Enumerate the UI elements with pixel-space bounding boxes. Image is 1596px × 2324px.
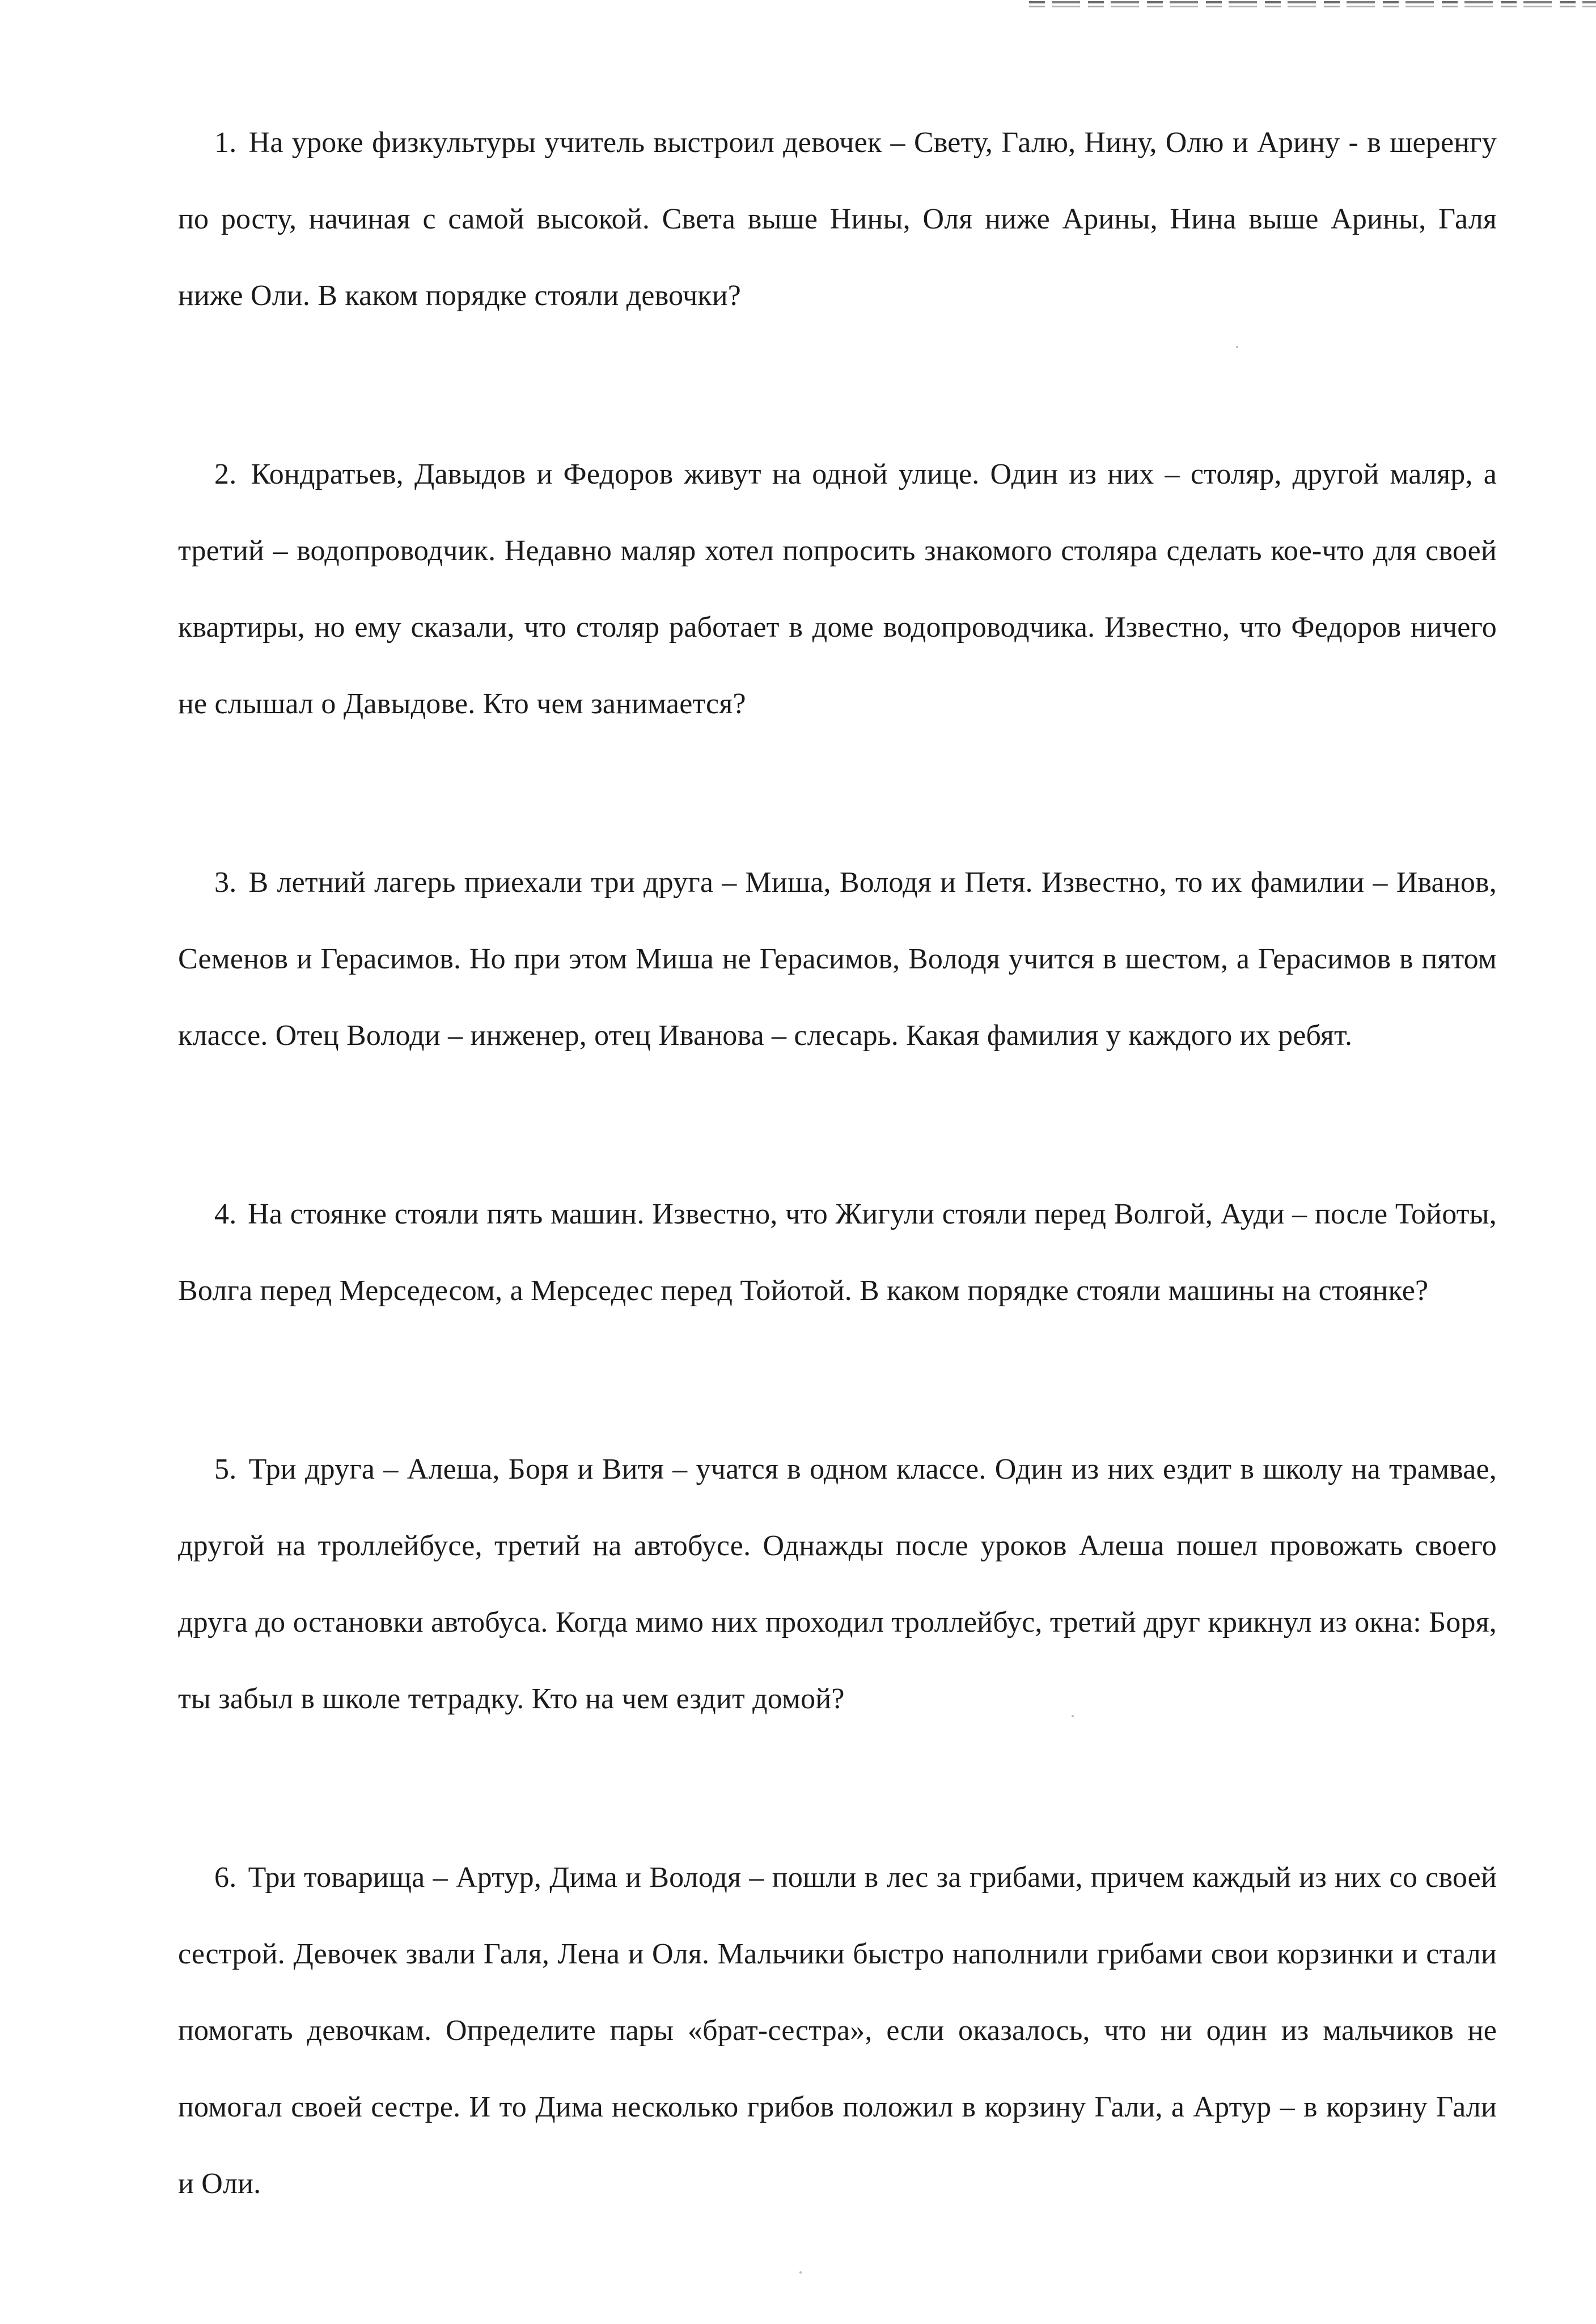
problem-5 [178, 1431, 1497, 1737]
problem-6 [178, 1839, 1497, 2222]
problem-number: 1. [214, 126, 237, 159]
problem-number: 6. [214, 1861, 237, 1894]
problem-number: 3. [214, 866, 237, 899]
problem-text: На уроке физкультуры учитель выстроил девочек – Свету, Галю, Нину, Олю и Арину - в шеренгу по росту, начиная с самой высокой. Света выше Нины, Оля ниже Арины, Нина выше Арины, Галя ниже Оли. В каком порядке стояли девочки? [178, 126, 1497, 312]
problem-1 [178, 104, 1497, 334]
scan-edge-line [1029, 1, 1596, 3]
problem-2 [178, 436, 1497, 742]
problem-text: В летний лагерь приехали три друга – Миша, Володя и Петя. Известно, то их фамилии – Иванов, Семенов и Герасимов. Но при этом Миша не Герасимов, Володя учится в шестом, а Герасимов в пятом классе. Отец Володи – инженер, отец Иванова – слесарь. Какая фамилия у каждого их ребят. [178, 866, 1497, 1052]
problem-text: Три друга – Алеша, Боря и Витя – учатся в одном классе. Один из них ездит в школу на трамвае, другой на троллейбусе, третий на автобусе. Однажды после уроков Алеша пошел провожать своего друга до остановки автобуса. Когда мимо них проходил троллейбус, третий друг крикнул из окна: Боря, ты забыл в школе тетрадку. Кто на чем ездит домой? [178, 1453, 1497, 1715]
problem-text: Кондратьев, Давыдов и Федоров живут на одной улице. Один из них – столяр, другой маляр, а третий – водопроводчик. Недавно маляр хотел попросить знакомого столяра сделать кое-что для своей квартиры, но ему сказали, что столяр работает в доме водопроводчика. Известно, что Федоров ничего не слышал о Давыдове. Кто чем занимается? [178, 458, 1497, 720]
problem-number: 4. [214, 1198, 237, 1230]
problem-3 [178, 844, 1497, 1074]
scan-edge-line [1029, 6, 1596, 7]
problem-4 [178, 1176, 1497, 1329]
problem-number: 5. [214, 1453, 237, 1485]
problem-list [178, 104, 1497, 2324]
problem-text: На стоянке стояли пять машин. Известно, что Жигули стояли перед Волгой, Ауди – после Тойоты, Волга перед Мерседесом, а Мерседес перед Тойотой. В каком порядке стояли машины на стоянке? [178, 1198, 1497, 1307]
problem-number: 2. [214, 458, 237, 490]
problem-text: Три товарища – Артур, Дима и Володя – пошли в лес за грибами, причем каждый из них со своей сестрой. Девочек звали Галя, Лена и Оля. Мальчики быстро наполнили грибами свои корзинки и стали помогать девочкам. Определите пары «брат-сестра», если оказалось, что ни один из мальчиков не помогал своей сестре. И то Дима несколько грибов положил в корзину Гали, а Артур – в корзину Гали и Оли. [178, 1861, 1497, 2200]
scan-edge-mark [1029, 0, 1596, 12]
